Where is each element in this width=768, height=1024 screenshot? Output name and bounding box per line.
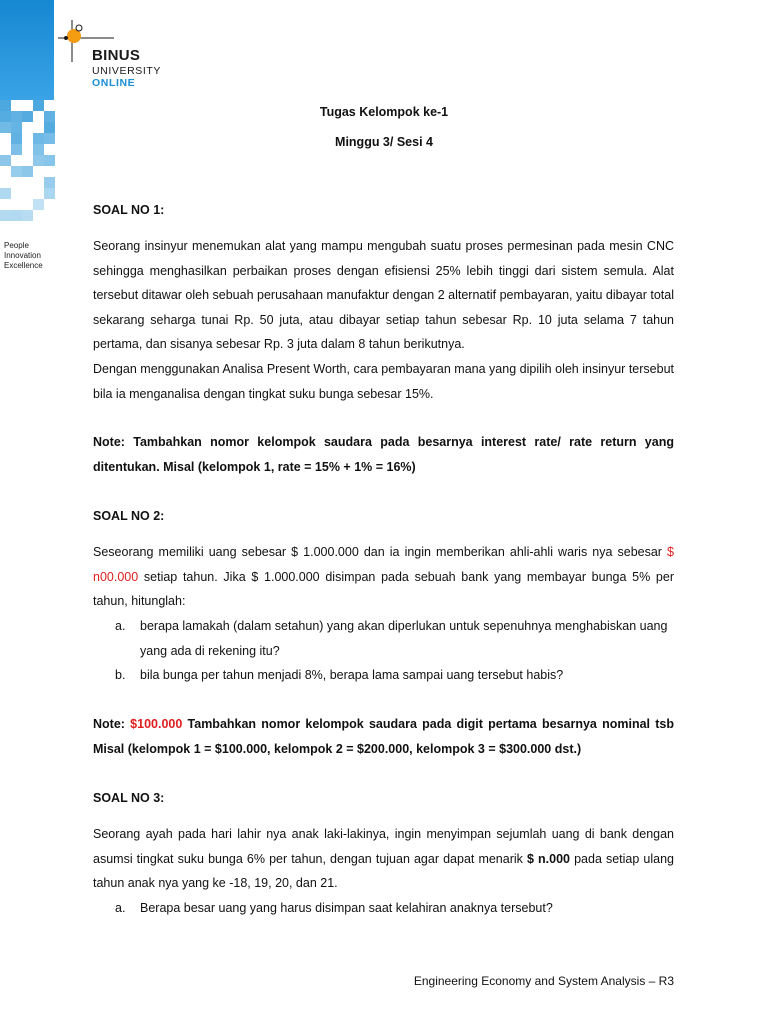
- list-marker: b.: [115, 668, 126, 682]
- soal2-red-amount: $ n00.000: [93, 545, 674, 584]
- binus-logo: [58, 14, 178, 94]
- strip-square: [44, 122, 55, 133]
- logo-university: UNIVERSITY: [92, 65, 162, 77]
- list-marker: a.: [115, 619, 126, 633]
- list-text: berapa lamakah (dalam setahun) yang akan diperlukan untuk sepenuhnya menghabiskan uang yang ada di rekening itu?: [140, 619, 668, 658]
- strip-square: [11, 166, 22, 177]
- logo-tagline: [4, 241, 43, 271]
- tagline-line: People: [4, 241, 29, 250]
- tagline-line: Excellence: [4, 261, 43, 270]
- strip-square: [33, 155, 44, 166]
- strip-square: [44, 188, 55, 199]
- soal2-note: [93, 712, 674, 761]
- soal3-paragraph: [93, 822, 674, 896]
- list-text: bila bunga per tahun menjadi 8%, berapa lama sampai uang tersebut habis?: [140, 668, 564, 682]
- strip-square: [11, 210, 22, 221]
- tagline-line: Innovation: [4, 251, 41, 260]
- soal2-text-before: Seseorang memiliki uang sebesar $ 1.000.000 dan ia ingin memberikan ahli-ahli waris nya sebesar: [93, 545, 668, 559]
- soal2-note-red-amount: $100.000: [130, 717, 183, 731]
- soal3-heading: SOAL NO 3:: [93, 791, 165, 805]
- soal3-text-after: pada setiap ulang tahun anak nya yang ke -18, 19, 20, dan 21.: [93, 851, 674, 890]
- page-footer: Engineering Economy and System Analysis – R3: [413, 974, 674, 988]
- strip-square: [0, 155, 11, 166]
- strip-square: [44, 155, 55, 166]
- soal2-paragraph: [93, 540, 674, 614]
- strip-square: [0, 188, 11, 199]
- soal1-note: Note: Tambahkan nomor kelompok saudara pada besarnya interest rate/ rate return yang ditentukan. Misal (kelompok 1, rate = 15% + 1% = 16%): [93, 435, 674, 474]
- soal3-bold-amount: $ n.000: [527, 851, 570, 866]
- list-text: Berapa besar uang yang harus disimpan saat kelahiran anaknya tersebut?: [140, 901, 553, 915]
- strip-square: [22, 210, 33, 221]
- strip-bar: [0, 0, 54, 100]
- soal1-question: Dengan menggunakan Analisa Present Worth, cara pembayaran mana yang dipilih oleh insinyur tersebut bila ia menganalisa dengan tingkat suku bunga sebesar 15%.: [93, 362, 674, 401]
- soal3-text-before: Seorang ayah pada hari lahir nya anak laki-lakinya, ingin menyimpan sejumlah uang di bank dengan asumsi tingkat suku bunga 6% per tahun, dengan tujuan agar dapat menarik: [93, 827, 674, 866]
- strip-square: [44, 177, 55, 188]
- soal2-note-label: Note:: [93, 717, 131, 731]
- logo-brand: BINUS: [92, 47, 141, 64]
- soal1-paragraph: Seorang insinyur menemukan alat yang mampu mengubah suatu proses permesinan pada mesin CNC sehingga menghasilkan perbaikan proses dengan efisiensi 25% lebih tinggi dari sistem semula. Alat tersebut ditawar oleh sebuah perusahaan manufaktur dengan 2 alternatif pembayaran, yaitu dibayar total sekarang seharga tunai Rp. 50 juta, atau dibayar setiap tahun sebesar Rp. 10 juta selama 7 tahun pertama, dan sisanya sebesar Rp. 3 juta dalam 8 tahun berikutnya.: [93, 239, 674, 351]
- strip-square: [22, 166, 33, 177]
- strip-square: [0, 122, 11, 133]
- document-subtitle: Minggu 3/ Sesi 4: [335, 135, 433, 149]
- strip-square: [33, 199, 44, 210]
- list-marker: a.: [115, 901, 126, 915]
- strip-square: [11, 122, 22, 133]
- soal2-note-text: Tambahkan nomor kelompok saudara pada digit pertama besarnya nominal tsb Misal (kelompok 1 = $100.000, kelompok 2 = $200.000, kelompok 3 = $300.000 dst.): [93, 717, 674, 756]
- logo-online: ONLINE: [92, 77, 136, 89]
- soal2-heading: SOAL NO 2:: [93, 509, 165, 523]
- soal1-heading: SOAL NO 1:: [93, 203, 165, 217]
- soal2-text-after: setiap tahun. Jika $ 1.000.000 disimpan pada sebuah bank yang membayar bunga 5% per tahun, hitunglah:: [93, 569, 674, 608]
- strip-square: [0, 210, 11, 221]
- document-title: Tugas Kelompok ke-1: [319, 105, 449, 119]
